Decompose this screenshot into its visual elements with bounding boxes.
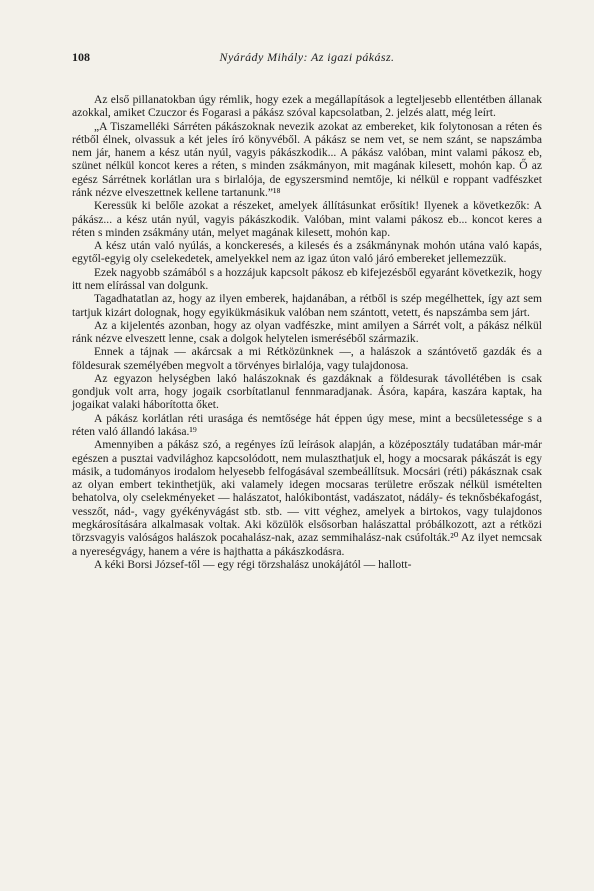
paragraph: Az első pillanatokban úgy rémlik, hogy ezek a megállapítások a legteljesebb ellentétben állanak azokkal, amiket Czuczor és Fogarasi a pákász szóval kapcsolatban, 2. jelzés alatt, még leírt.: [72, 94, 542, 120]
running-title: Nyárády Mihály: Az igazi pákász.: [219, 50, 395, 64]
paragraph: Ezek nagyobb számából s a hozzájuk kapcsolt pákosz eb kifejezésből egyaránt következik, hogy itt nem elírással van dolgunk.: [72, 266, 542, 292]
paragraph: „A Tiszamelléki Sárréten pákászoknak nevezik azokat az embereket, kik folytonosan a réten és rétből élnek, olvassuk a két jeles író könyvéből. A pákász se nem vet, se nem szánt, se napszámba nem jár, hanem a kész után nyúl, vagyis pákászkodik... A pákász valóban, mint valami pákosz eb, szünet nélkül koncot keres a réten, s minden zsákmányon, mit magának kilesett, mohón kap. Ő az egész Sárrétnek korlátlan ura s birlalója, de egyszersmind nemtője, ki nélkül e roppant vadfészket ránk nézve elveszettnek kellene tartanunk.”¹⁸: [72, 120, 542, 199]
paragraph: A kész után való nyúlás, a konckeresés, a kilesés és a zsákmánynak mohón utána való kapás, egytől-egyig oly cselekedetek, amelyekkel nem az igaz úton való járó embereket jellemezzük.: [72, 240, 542, 266]
paragraph: Az a kijelentés azonban, hogy az olyan vadfészke, mint amilyen a Sárrét volt, a pákász nélkül ránk nézve elveszett lenne, csak a dolgok helytelen ismeréséből származik.: [72, 319, 542, 346]
paragraph: Ennek a tájnak — akárcsak a mi Rétközünknek —, a halászok a szántóvető gazdák és a földesurak személyében megvolt a törvényes birlalója, vagy tulajdonosa.: [72, 346, 542, 372]
running-head: [72, 50, 542, 74]
paragraph: A pákász korlátlan réti urasága és nemtősége hát éppen úgy mese, mint a becsületessége s a réten való állandó lakása.¹⁹: [72, 412, 542, 439]
body-text: [72, 94, 542, 572]
paragraph: A kéki Borsi József-től — egy régi törzshalász unokájától — hallott-: [94, 558, 412, 571]
paragraph: Amennyiben a pákász szó, a regényes ízű leírások alapján, a középosztály tudatában már-már egészen a pusztai vadvilághoz kapcsolódott, nem mulaszthatjuk el, hogy a mocsarak pákászát is egy másik, a tudományos irodalom helyesebb felfogásával szembeállítsuk. Mocsári (réti) pákásznak csak az olyan embert tekinthetjük, aki valamely idegen mocsaras területre erőszak nélkül ismételten behatolva, oly cselekményeket — halászatot, halókibontást, vadászatot, nádály- és teknősbékafogást, vesszőt, nád-, vagy gyékényvágást stb. stb. — vitt véghez, amelyek a birtokos, vagy tulajdonos megkárosítására alkalmasak voltak. Aki közülök elsősorban halászattal próbálkozott, azt a rétközi törzsvagyis valóságos halászok pocahalász-nak, azaz semmihalász-nak csúfolták.²⁰ Az ilyet nemcsak a nyereségvágy, hanem a vére is hajthatta a pákászkodásra.: [72, 439, 542, 558]
page-number: 108: [72, 50, 90, 64]
paragraph: Az egyazon helységben lakó halászoknak és gazdáknak a földesurak távollétében is csak gondjuk volt arra, hogy jogaik csorbítatlanul fennmaradjanak. Ásóra, kapára, kaszára kaptak, ha jogaikat valaki háborította őket.: [72, 372, 542, 412]
paragraph: Keressük ki belőle azokat a részeket, amelyek állításunkat erősítik! Ilyenek a következők: A pákász... a kész után nyúl, vagyis pákászkodik. Valóban, mint valami pákosz eb... koncot keres a réten s minden zsákmány után, melyet magának kilesett, mohón kap.: [72, 200, 542, 239]
paragraph: Tagadhatatlan az, hogy az ilyen emberek, hajdanában, a rétből is szép megélhettek, így azt sem tartjuk kizárt dolognak, hogy egyikükmásikuk valóban nem szántott, vetett, és napszámba sem járt.: [72, 293, 542, 319]
